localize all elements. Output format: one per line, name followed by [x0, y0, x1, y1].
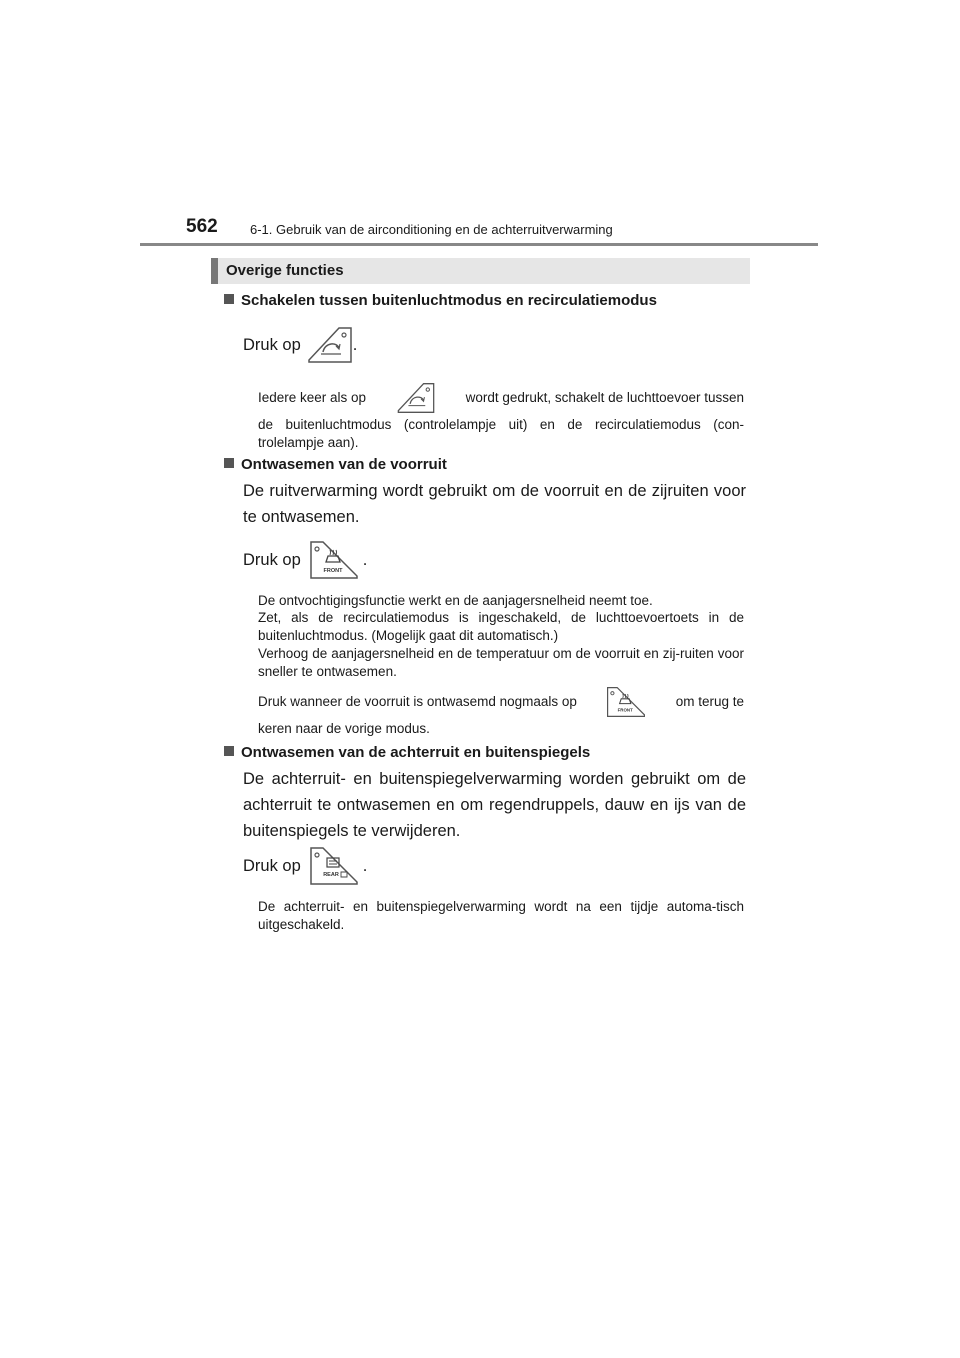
recirculation-heading: Schakelen tussen buitenluchtmodus en recirculatiemodus — [224, 292, 657, 309]
windshield-heading: Ontwasemen van de voorruit — [224, 456, 447, 473]
windshield-body: De ruitverwarming wordt gebruikt om de voorruit en de zijruiten voor te ontwasemen. — [243, 482, 746, 526]
recirculation-button-icon[interactable] — [307, 326, 353, 364]
front-button-label-small: FRONT — [617, 707, 634, 713]
rear-heading: Ontwasemen van de achterruit en buitenspiegels — [224, 744, 590, 761]
bullet-square-icon — [224, 458, 234, 468]
windshield-note-4-rest: keren naar de vorige modus. — [258, 721, 430, 736]
section-title: Overige functies — [226, 262, 344, 279]
bullet-square-icon — [224, 746, 234, 756]
front-defrost-button-icon-small[interactable] — [606, 686, 646, 718]
bullet-square-icon — [224, 294, 234, 304]
page-number: 562 — [186, 216, 218, 237]
windshield-press-line: Druk op FRONT . — [243, 540, 367, 580]
windshield-note-1: De ontvochtigingsfunctie werkt en de aanjagersnelheid neemt toe. — [258, 593, 653, 608]
header-rule — [140, 243, 818, 246]
rear-press-line: Druk op REAR . — [243, 846, 367, 886]
windshield-note-3: Verhoog de aanjagersnelheid en de temperatuur om de voorruit en zij-ruiten voor sneller te ontwasemen. — [258, 646, 744, 679]
rear-note: De achterruit- en buitenspiegelverwarming wordt na een tijdje automa-tisch uitgeschakeld. — [258, 899, 744, 932]
rear-button-label: REAR — [322, 872, 339, 878]
front-defrost-button-icon[interactable] — [309, 540, 359, 580]
rear-defrost-button-icon[interactable] — [309, 846, 359, 886]
chapter-title: 6-1. Gebruik van de airconditioning en de achterruitverwarming — [250, 222, 613, 237]
recirculation-button-icon-small[interactable] — [396, 382, 436, 414]
rear-body: De achterruit- en buitenspiegelverwarming worden gebruikt om de achterruit te ontwasemen en om regendruppels, dauw en ijs van de buitenspiegels te verwijderen. — [243, 770, 746, 840]
recirculation-note-rest: de buitenluchtmodus (controlelampje uit) en de recirculatiemodus (con-trolelampje aan). — [258, 417, 744, 450]
recirculation-note-line: Iedere keer als op wordt gedrukt, schakelt de luchttoevoer tussen — [258, 382, 744, 414]
windshield-note-4-line: Druk wanneer de voorruit is ontwasemd nogmaals op FRONT om terug te — [258, 686, 744, 718]
recirculation-press-line: Druk op . — [243, 326, 357, 364]
windshield-note-2: Zet, als de recirculatiemodus is ingeschakeld, de luchttoevoertoets in de buitenluchtmodus. (Mogelijk gaat dit automatisch.) — [258, 610, 744, 643]
front-button-label: FRONT — [323, 568, 343, 574]
section-title-bar — [211, 258, 750, 284]
